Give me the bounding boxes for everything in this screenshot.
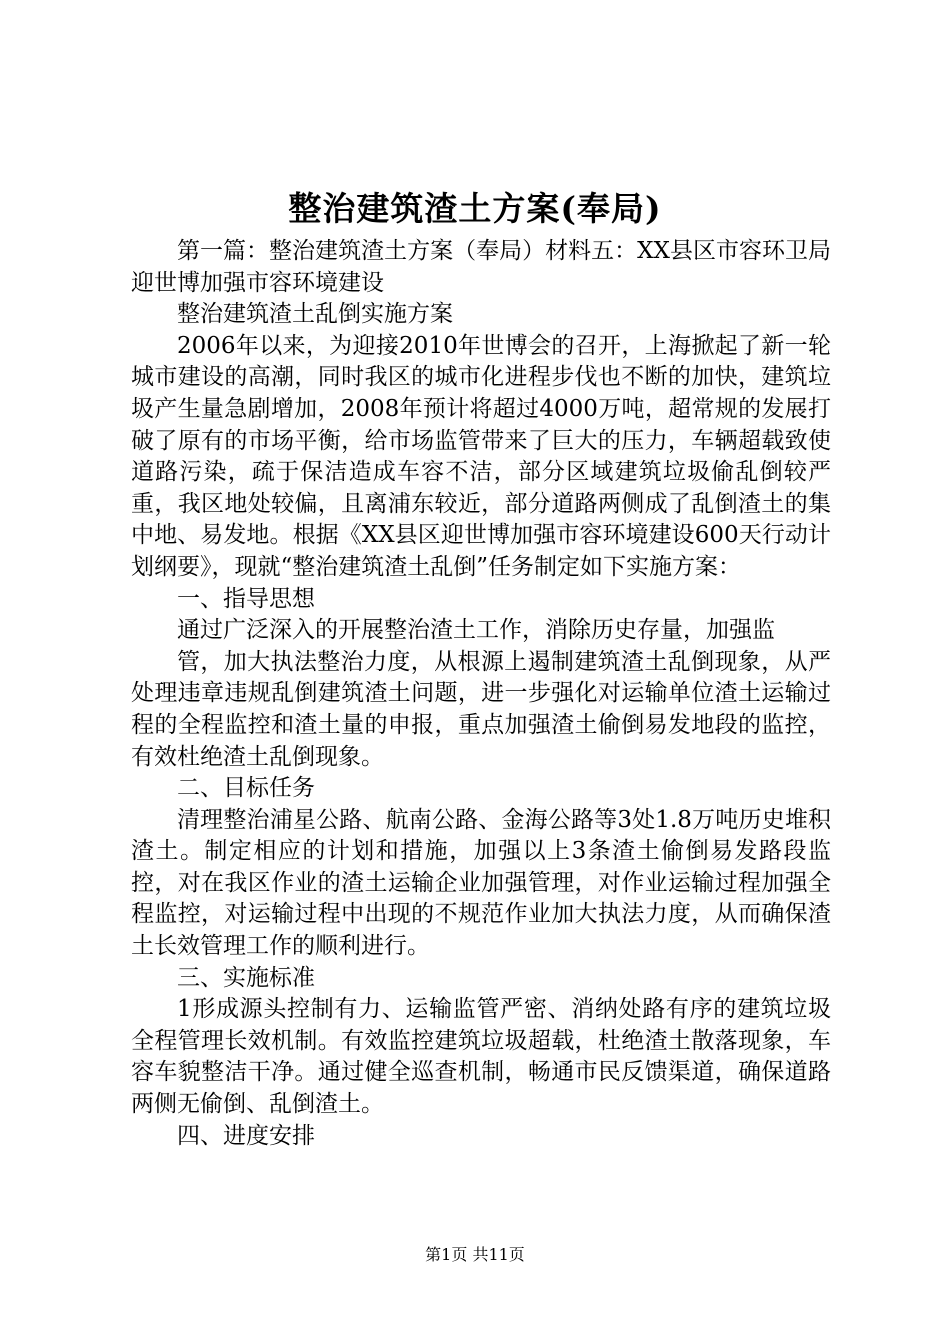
paragraph-plan-title: 整治建筑渣土乱倒实施方案 — [177, 301, 453, 328]
page-number-footer: 第1页 共11页 — [425, 1245, 525, 1264]
section-heading-objectives: 二、目标任务 — [177, 775, 315, 802]
paragraph-intro: 第一篇：整治建筑渣土方案（奉局）材料五：XX县区市容环卫局迎世博加强市容环境建设 — [131, 238, 831, 296]
paragraph-guiding-ideology-2: 管，加大执法整治力度，从根源上遏制建筑渣土乱倒现象，从严处理违章违规乱倒建筑渣土问题，进一步强化对运输单位渣土运输过程的全程监控和渣土量的申报，重点加强渣土偷倒易发地段的监控，有效杜绝渣土乱倒现象。 — [131, 648, 831, 770]
document-body — [131, 236, 831, 1152]
paragraph-background: 2006年以来，为迎接2010年世博会的召开，上海掀起了新一轮城市建设的高潮，同时我区的城市化进程步伐也不断的加快，建筑垃圾产生量急剧增加，2008年预计将超过4000万吨，超常规的发展打破了原有的市场平衡，给市场监管带来了巨大的压力，车辆超载致使道路污染，疏于保洁造成车容不洁，部分区域建筑垃圾偷乱倒较严重，我区地处较偏，且离浦东较近，部分道路两侧成了乱倒渣土的集中地、易发地。根据《XX县区迎世博加强市容环境建设600天行动计划纲要》，现就“整治建筑渣土乱倒”任务制定如下实施方案： — [131, 332, 831, 580]
section-heading-standards: 三、实施标准 — [177, 964, 315, 991]
section-heading-schedule: 四、进度安排 — [177, 1122, 315, 1149]
section-heading-guiding-ideology: 一、指导思想 — [177, 585, 315, 612]
paragraph-standards: 1形成源头控制有力、运输监管严密、消纳处路有序的建筑垃圾全程管理长效机制。有效监控建筑垃圾超载，杜绝渣土散落现象，车容车貌整洁干净。通过健全巡查机制，畅通市民反馈渠道，确保道路两侧无偷倒、乱倒渣土。 — [131, 996, 831, 1118]
paragraph-guiding-ideology-1: 通过广泛深入的开展整治渣土工作，消除历史存量，加强监 — [177, 617, 775, 644]
paragraph-objectives: 清理整治浦星公路、航南公路、金海公路等3处1.8万吨历史堆积渣土。制定相应的计划和措施，加强以上3条渣土偷倒易发路段监控，对在我区作业的渣土运输企业加强管理，对作业运输过程加强全程监控，对运输过程中出现的不规范作业加大执法力度，从而确保渣土长效管理工作的顺利进行。 — [131, 806, 831, 960]
document-title: 整治建筑渣土方案(奉局) — [288, 189, 662, 228]
